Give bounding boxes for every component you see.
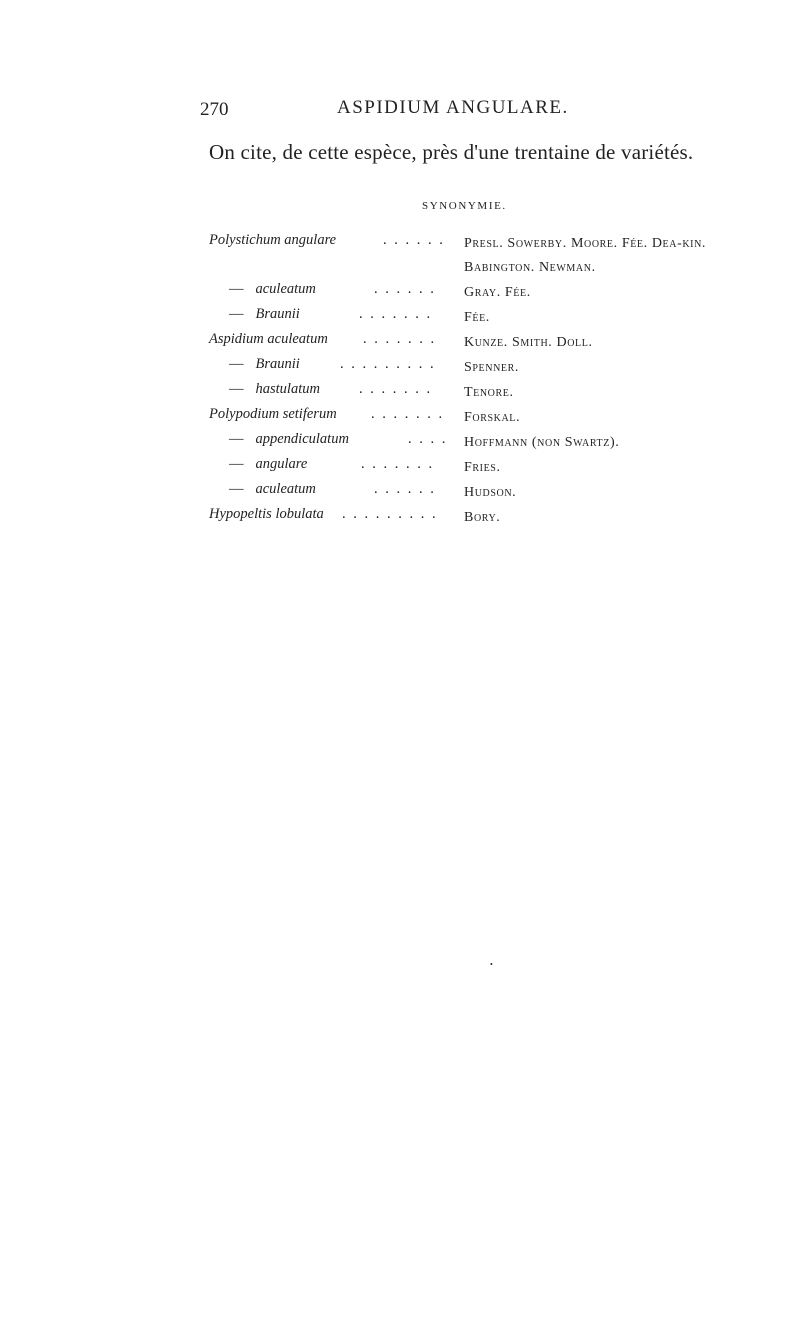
intro-paragraph: On cite, de cette espèce, près d'une trentaine de variétés. — [209, 140, 694, 164]
synonym-name: Braunii — [255, 356, 300, 372]
synonym-authority: Hoffmann (non Swartz). — [464, 435, 620, 450]
leader-dots: . . . . . . . — [371, 406, 445, 422]
synonym-authority: Tenore. — [464, 385, 514, 400]
synonym-row — [0, 381, 800, 406]
synonym-authority: Bory. — [464, 510, 501, 525]
synonymy-list — [0, 232, 800, 531]
leader-dots: . . . . . . . — [359, 306, 433, 322]
synonym-row — [0, 406, 800, 431]
synonym-name: aculeatum — [255, 481, 316, 497]
ditto-dash: — — [229, 431, 244, 447]
ditto-dash: — — [229, 281, 244, 297]
leader-dots: . . . . . . . . . — [342, 506, 438, 522]
page-number: 270 — [200, 99, 229, 120]
leader-dots: . . . . . . . — [361, 456, 435, 472]
synonym-authority: Forskal. — [464, 410, 521, 425]
ditto-dash: — — [229, 456, 244, 472]
synonym-row — [0, 506, 800, 531]
synonym-row — [0, 356, 800, 381]
section-title: SYNONYMIE. — [422, 200, 507, 212]
synonym-row — [0, 456, 800, 481]
leader-dots: . . . . — [408, 431, 448, 447]
synonym-name: Braunii — [255, 306, 300, 322]
synonym-name: angulare — [255, 456, 308, 472]
leader-dots: . . . . . . — [374, 481, 436, 497]
synonym-row — [0, 306, 800, 331]
synonym-name: Hypopeltis lobulata — [209, 506, 324, 522]
printer-mark: • — [490, 960, 493, 969]
leader-dots: . . . . . . . . . — [340, 356, 436, 372]
synonym-row — [0, 232, 800, 281]
ditto-dash: — — [229, 381, 244, 397]
synonym-authority: Gray. Fée. — [464, 285, 531, 300]
running-title: ASPIDIUM ANGULARE. — [337, 97, 569, 118]
synonym-row — [0, 431, 800, 456]
ditto-dash: — — [229, 481, 244, 497]
leader-dots: . . . . . . — [383, 232, 445, 248]
ditto-dash: — — [229, 356, 244, 372]
synonym-authority: Spenner. — [464, 360, 519, 375]
synonym-name: aculeatum — [255, 281, 316, 297]
synonym-name: Aspidium aculeatum — [209, 331, 328, 347]
leader-dots: . . . . . . — [374, 281, 436, 297]
synonym-row — [0, 281, 800, 306]
synonym-authority: Fries. — [464, 460, 501, 475]
synonym-authority: Kunze. Smith. Doll. — [464, 335, 593, 350]
ditto-dash: — — [229, 306, 244, 322]
leader-dots: . . . . . . . — [363, 331, 437, 347]
synonym-name: Polypodium setiferum — [209, 406, 337, 422]
synonym-authority: Hudson. — [464, 485, 517, 500]
synonym-row — [0, 481, 800, 506]
synonym-name: appendiculatum — [255, 431, 349, 447]
synonym-name: Polystichum angulare — [209, 232, 337, 248]
synonym-authority: Fée. — [464, 310, 490, 325]
synonym-row — [0, 331, 800, 356]
synonym-authority: Presl. Sowerby. Moore. Fée. Dea-kin. Babington. Newman. — [464, 236, 706, 275]
synonym-name: hastulatum — [255, 381, 320, 397]
leader-dots: . . . . . . . — [359, 381, 433, 397]
